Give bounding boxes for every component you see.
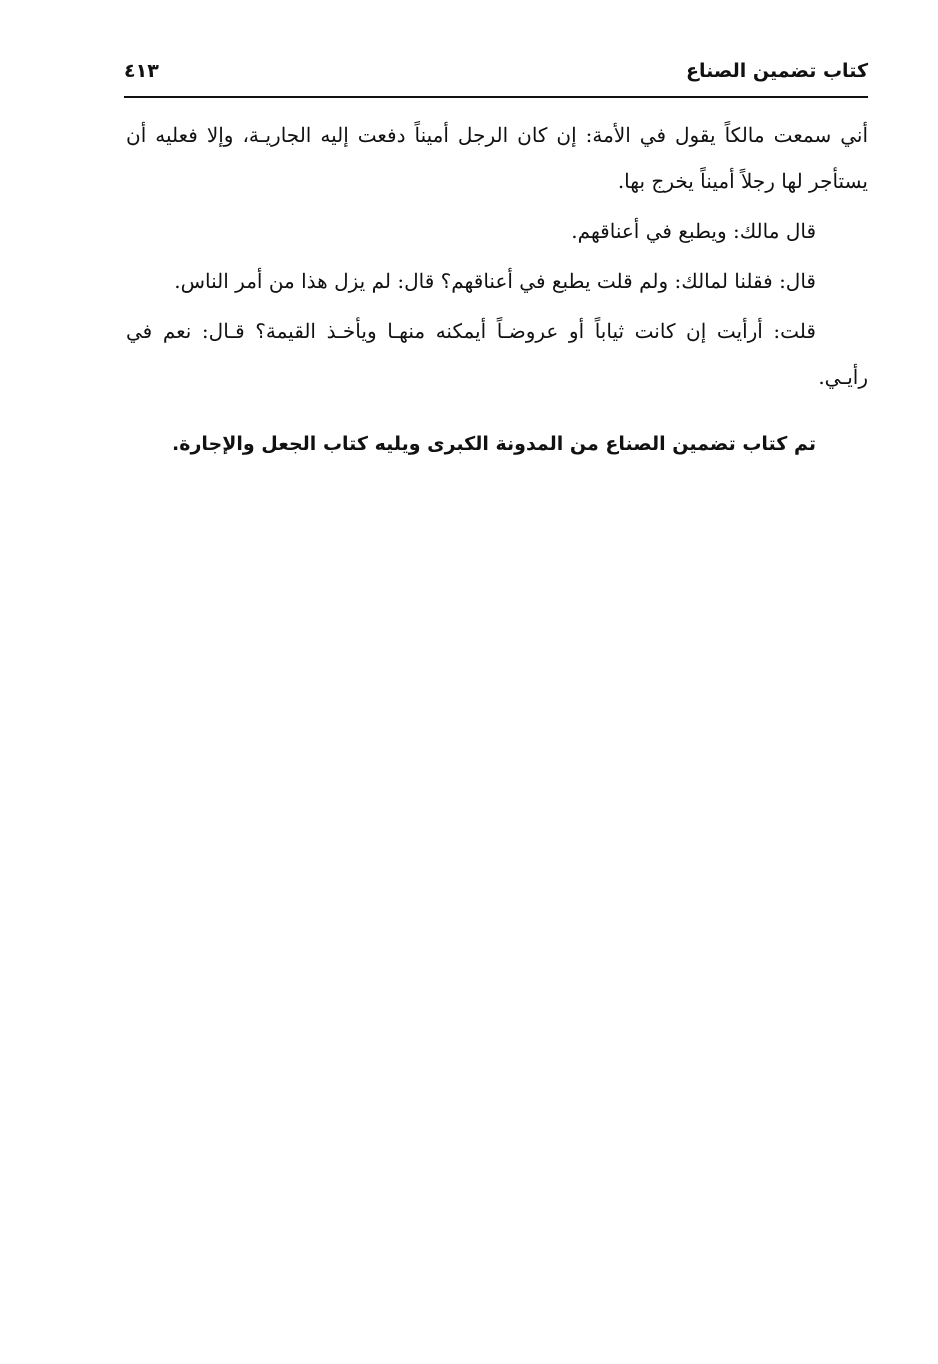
page-number: ٤١٣ [124,60,159,82]
chapter-title: كتاب تضمين الصناع [686,60,868,82]
chapter-closing-note: تم كتاب تضمين الصناع من المدونة الكبرى ويليه كتاب الجعل والإجارة. [172,433,816,455]
body-text [126,112,868,404]
running-header [124,56,868,98]
paragraph-continuation: أني سمعت مالكاً يقول في الأمة: إن كان الرجل أميناً دفعت إليه الجاريـة، وإلا فعليه أن يستأجر لها رجلاً أميناً يخرج بها. [126,123,869,193]
paragraph-malik-statement: قال مالك: ويطبع في أعناقهم. [571,219,816,243]
paragraph-question-goods: قلت: أرأيت إن كانت ثياباً أو عروضـاً أيمكنه منهـا ويأخـذ القيمة؟ قـال: نعم في رأيـي. [126,319,868,389]
paragraph-question-malik: قال: فقلنا لمالك: ولم قلت يطبع في أعناقهم؟ قال: لم يزل هذا من أمر الناس. [174,269,816,293]
